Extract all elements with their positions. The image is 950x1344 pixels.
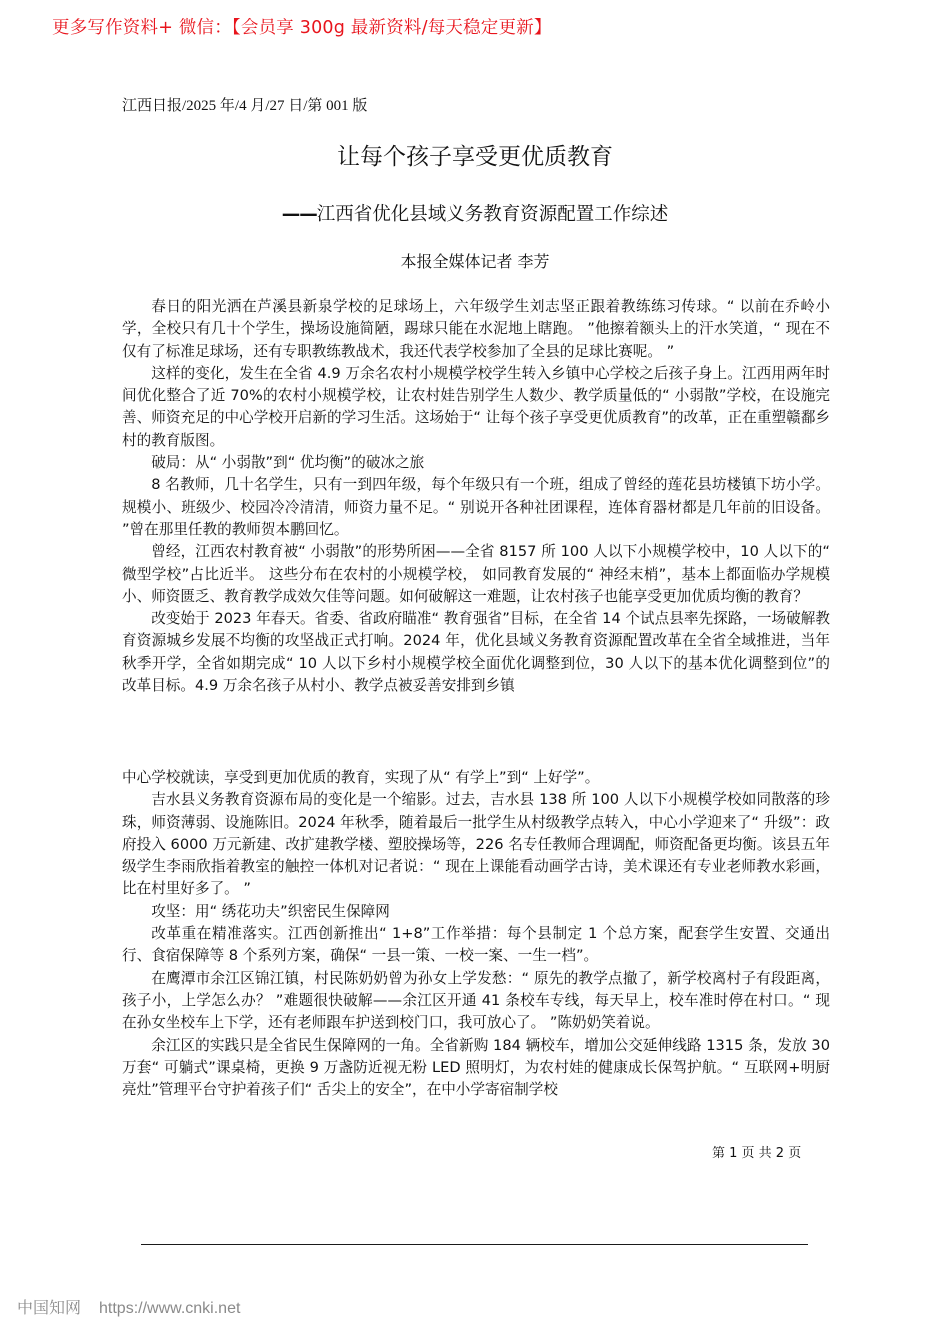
paragraph: 吉水县义务教育资源布局的变化是一个缩影。过去，吉水县 138 所 100 人以下小规模学校如同散落的珍珠，师资薄弱、设施陈旧。2024 年秋季，随着最后一批学生从村级教学点转入，中心小学迎来了“ 升级”：政府投入 6000 万元新建、改扩建教学楼、塑胶操场等，226 名专任教师合理调配，师资配备更均衡。该县五年级学生李雨欣指着教室的触控一体机对记者说：“ 现在上课能看动画学古诗，美术课还有专业老师教水彩画，比在村里好多了。 ” [122,791,830,898]
paragraph: 春日的阳光洒在芦溪县新泉学校的足球场上，六年级学生刘志坚正跟着教练练习传球。“ 以前在乔岭小学，全校只有几十个学生，操场设施简陋，踢球只能在水泥地上瞎跑。 ”他擦着额头上的汗水笑道，“ 现在不仅有了标准足球场，还有专职教练教战术，我还代表学校参加了全县的足球比赛呢。 ” [122,298,830,360]
promo-banner: 更多写作资料+ 微信：【会员享 300g 最新资料/每天稳定更新】 [52,18,552,38]
subtitle-dash: —— [281,204,317,225]
article-body-part-2 [122,767,830,1101]
paragraph: 改变始于 2023 年春天。省委、省政府瞄准“ 教育强省”目标，在全省 14 个试点县率先探路，一场破解教育资源城乡发展不均衡的攻坚战正式打响。2024 年，优化县域义务教育资源配置改革在全省全域推进，当年秋季开学，全省如期完成“ 10 人以下乡村小规模学校全面优化调整到位，30 人以下的基本优化调整到位”的改革目标。4.9 万余名孩子从村小、教学点被妥善安排到乡镇 [122,610,830,695]
paragraph: 余江区的实践只是全省民生保障网的一角。全省新购 184 辆校车，增加公交延伸线路 1315 条，发放 30 万套“ 可躺式”课桌椅，更换 9 万盏防近视无粉 LED 照明灯，为农村娃的健康成长保驾护航。“ 互联网+明厨亮灶”管理平台守护着孩子们“ 舌尖上的安全”，在中小学寄宿制学校 [122,1036,830,1099]
source-name: 中国知网 [17,1298,82,1317]
dateline: 江西日报/2025 年/4 月/27 日/第 001 版 [122,98,368,114]
footer-watermark [17,1295,240,1318]
byline: 本报全媒体记者 李芳 [400,252,550,271]
article-title: 让每个孩子享受更优质教育 [337,144,613,170]
section-heading: 破局：从“ 小弱散”到“ 优均衡”的破冰之旅 [151,454,425,472]
section-heading: 攻坚：用“ 绣花功夫”织密民生保障网 [151,902,390,920]
paragraph-continuation: 中心学校就读，享受到更加优质的教育，实现了从“ 有学上”到“ 上好学”。 [122,769,600,786]
paragraph: 改革重在精准落实。江西创新推出“ 1+8”工作举措：每个县制定 1 个总方案，配套学生安置、交通出行、食宿保障等 8 个系列方案，确保“ 一县一策、一校一案、一生一档”。 [122,925,830,965]
paragraph: 曾经，江西农村教育被“ 小弱散”的形势所困——全省 8157 所 100 人以下小规模学校中，10 人以下的“ 微型学校”占比近半。 这些分布在农村的小规模学校， 如同教育发展的“ 神经末梢”，基本上都面临办学规模小、师资匮乏、教育教学成效欠佳等问题。如何破解这一难题，让农村孩子也能享受更加优质均衡的教育？ [122,543,830,605]
subtitle-text: 江西省优化县域义务教育资源配置工作综述 [316,204,669,225]
page-number: 第 1 页 共 2 页 [712,1146,802,1161]
paragraph: 在鹰潭市余江区锦江镇，村民陈奶奶曾为孙女上学发愁：“ 原先的教学点撤了，新学校离村子有段距离，孩子小，上学怎么办？ ”难题很快破解——余江区开通 41 条校车专线，每天早上，校车准时停在村口。“ 现在孙女坐校车上下学，还有老师跟车护送到校门口，我可放心了。 ”陈奶奶笑着说。 [122,969,830,1032]
article-body-part-1 [122,296,830,697]
paragraph: 这样的变化，发生在全省 4.9 万余名农村小规模学校学生转入乡镇中心学校之后孩子身上。江西用两年时间优化整合了近 70%的农村小规模学校，让农村娃告别学生人数少、教学质量低的“ 小弱散”学校，在设施完善、师资充足的中心学校开启新的学习生活。这场始于“ 让每个孩子享受更优质教育”的改革，正在重塑赣鄱乡村的教育版图。 [122,364,830,449]
article-subtitle [0,200,950,226]
source-url[interactable]: https://www.cnki.net [99,1300,241,1317]
paragraph: 8 名教师，几十名学生，只有一到四年级，每个年级只有一个班，组成了曾经的莲花县坊楼镇下坊小学。规模小、班级少、校园冷冷清清，师资力量不足。“ 别说开各种社团课程，连体育器材都是几年前的旧设备。 ”曾在那里任教的教师贺本鹏回忆。 [122,476,830,538]
footer-divider [141,1244,808,1245]
